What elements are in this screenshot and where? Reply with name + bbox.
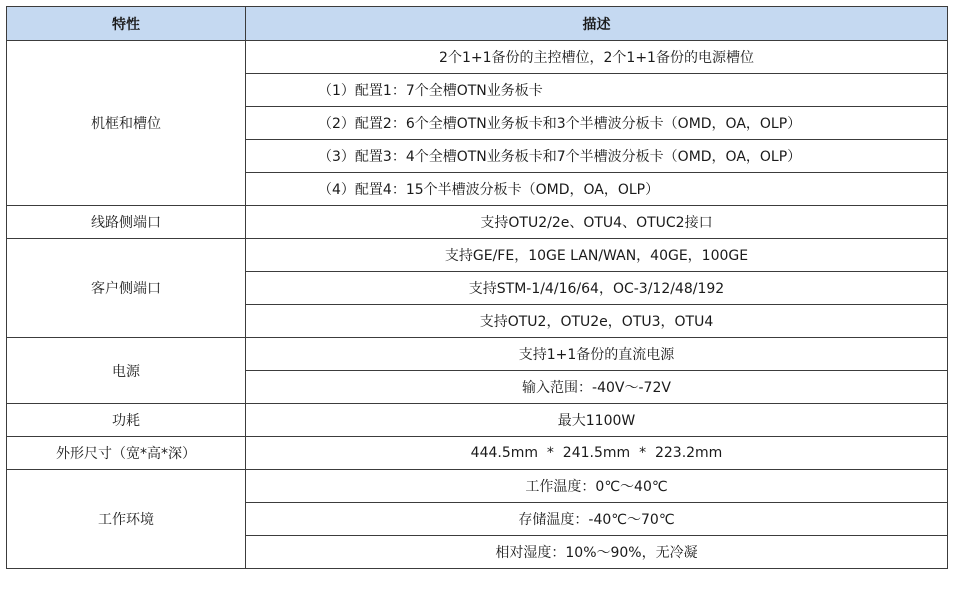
description-cell: 存储温度：-40℃～70℃ [246,503,948,536]
spec-table [6,6,948,569]
feature-cell: 工作环境 [7,470,246,569]
description-cell: 支持OTU2/2e、OTU4、OTUC2接口 [246,206,948,239]
description-cell: 支持1+1备份的直流电源 [246,338,948,371]
description-cell: 输入范围：-40V～-72V [246,371,948,404]
description-cell: 相对湿度：10%～90%，无冷凝 [246,536,948,569]
description-cell: 支持STM-1/4/16/64，OC-3/12/48/192 [246,272,948,305]
description-cell: 工作温度：0℃～40℃ [246,470,948,503]
table-row [7,41,948,74]
feature-cell: 功耗 [7,404,246,437]
table-row [7,404,948,437]
header-row [7,7,948,41]
feature-cell: 线路侧端口 [7,206,246,239]
description-cell: （1）配置1：7个全槽OTN业务板卡 [246,74,948,107]
description-cell: （2）配置2：6个全槽OTN业务板卡和3个半槽波分板卡（OMD，OA，OLP） [246,107,948,140]
feature-cell: 客户侧端口 [7,239,246,338]
table-row [7,206,948,239]
feature-cell: 电源 [7,338,246,404]
table-row [7,239,948,272]
header-description: 描述 [246,7,948,41]
description-cell: 支持OTU2，OTU2e，OTU3，OTU4 [246,305,948,338]
header-feature: 特性 [7,7,246,41]
table-row [7,437,948,470]
description-cell: 2个1+1备份的主控槽位，2个1+1备份的电源槽位 [246,41,948,74]
description-cell: 支持GE/FE，10GE LAN/WAN，40GE，100GE [246,239,948,272]
description-cell: （4）配置4：15个半槽波分板卡（OMD，OA，OLP） [246,173,948,206]
table-row [7,338,948,371]
description-cell: 最大1100W [246,404,948,437]
feature-cell: 机框和槽位 [7,41,246,206]
description-cell: （3）配置3：4个全槽OTN业务板卡和7个半槽波分板卡（OMD，OA，OLP） [246,140,948,173]
feature-cell: 外形尺寸（宽*高*深） [7,437,246,470]
table-row [7,470,948,503]
description-cell: 444.5mm * 241.5mm * 223.2mm [246,437,948,470]
